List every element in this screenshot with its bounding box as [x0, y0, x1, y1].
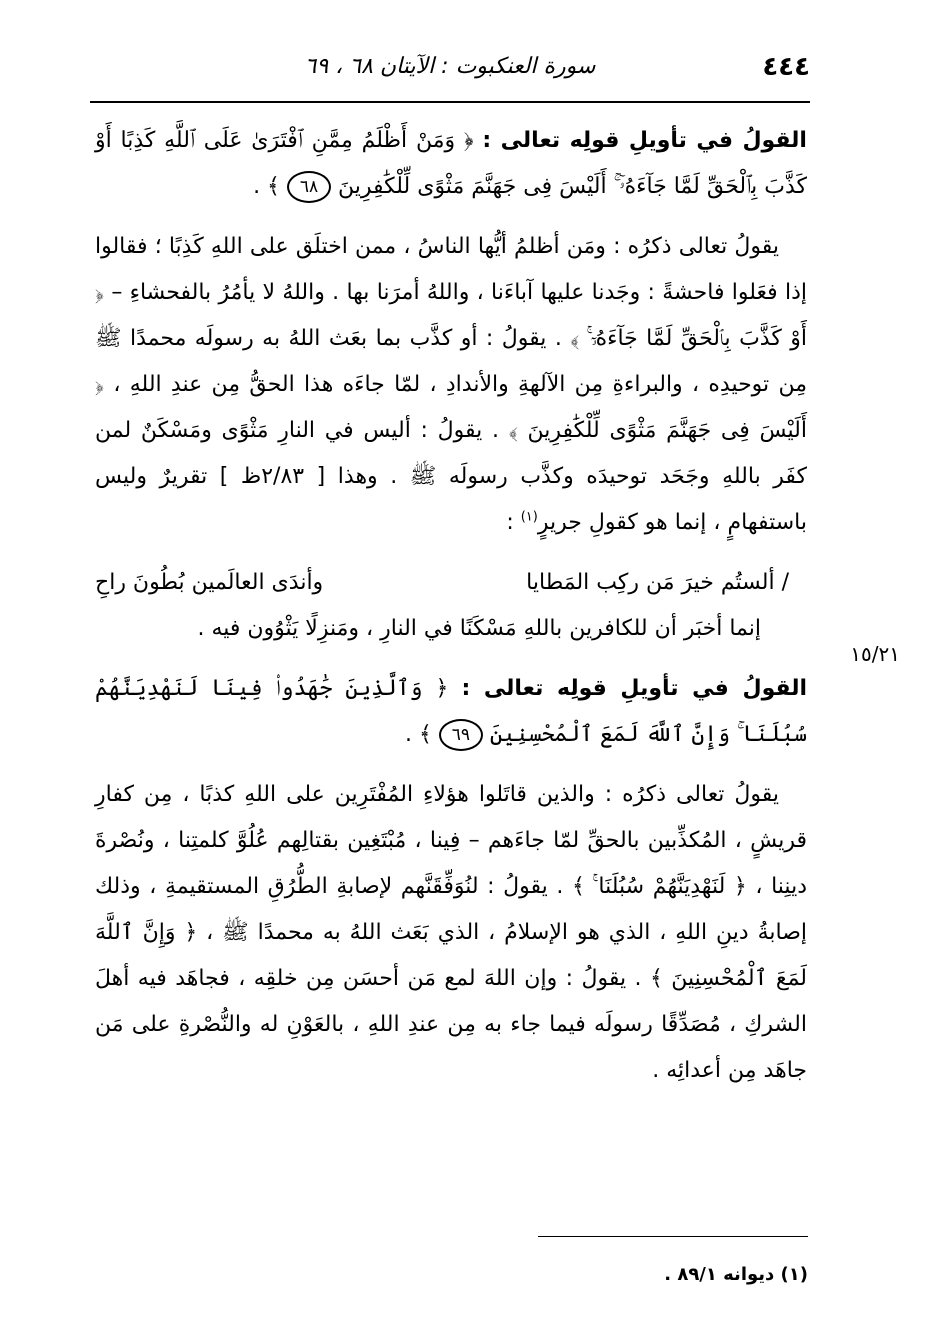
heading-lead: القولُ في تأويلِ قولِه تعالى : [461, 676, 807, 701]
commentary-text: يقولُ تعالى ذكرُه : ومَن أظلمُ أيُّها الناسُ ، ممن اختلَق على اللهِ كَذِبًا ؛ فقالوا إذا فعَلوا فاحشةً : وجَدنا عليها آباءَنا ، واللهُ أمرَنا بها . واللهُ لا يأمُرُ بالفحشاءِ – ﴿ أَوْ كَذَّبَ بِٱلْحَقِّ لَمَّا جَآءَهُۥٓ ۚ ﴾ . يقولُ : أو كذَّب بما بعَث اللهُ به رسولَه محمدًا ﷺ مِن توحيدِه ، والبراءةِ مِن الآلهةِ والأندادِ ، لمّا جاءَه هذا الحقُّ مِن عندِ اللهِ ، ﴿ أَلَيْسَ فِى جَهَنَّمَ مَثْوًى لِّلْكَٰفِرِينَ ﴾ . يقولُ : أليس في النارِ مَثْوًى ومَسْكَنٌ لمن كفَر باللهِ وجَحَد توحيدَه وكذَّب رسولَه ﷺ . وهذا [ ٢/٨٣ظ ] تقريرٌ وليس باستفهامٍ ، إنما هو كقولِ جريرٍ [95, 234, 807, 535]
commentary-end: : [506, 510, 521, 535]
poem-verse [95, 560, 807, 606]
page-header [90, 52, 810, 92]
commentary-text: يقولُ تعالى ذكرُه : والذين قاتَلوا هؤلاءِ المُفْتَرِين على اللهِ كذبًا ، مِن كفارِ قريشٍ ، المُكذِّبين بالحقِّ لمّا جاءَهم – فِينا ، مُبْتَغِين بقتالِهم عُلُوَّ كلمتِنا ، ونُصْرةَ دينِنا ، ﴿ لَنَهْدِيَنَّهُمْ سُبُلَنَا ۚ ﴾ . يقولُ : لنُوَفِّقَنَّهم لإصابةِ الطُّرُقِ المستقيمةِ ، وذلك إصابةُ دينِ اللهِ ، الذي هو الإسلامُ ، الذي بَعَث اللهُ به محمدًا ﷺ ، ﴿ وَإِنَّ ٱللَّهَ لَمَعَ ٱلْمُحْسِنِينَ ﴾ . يقولُ : وإن اللهَ لمع مَن أحسَن مِن خلقِه ، فجاهَد فيه أهلَ الشركِ ، مُصَدِّقًا رسولَه فيما جاء به مِن عندِ اللهِ ، بالعَوْنِ له والنُّصْرةِ على مَن جاهَد مِن أعدائِه . [95, 782, 807, 1083]
header-rule [90, 101, 810, 103]
verse-close: ﴾ . [253, 174, 280, 199]
footnote-marker: (١) [520, 509, 538, 525]
page-body [95, 118, 807, 1108]
quran-verse-69: ﴿ وَٱلَّذِينَ جَٰهَدُوا۟ فِينَا لَنَهْدِيَنَّهُمْ سُبُلَنَا ۚ وَإِنَّ ٱللَّهَ لَمَعَ ٱلْمُحْسِنِينَ [95, 676, 807, 747]
footnote: (١) ديوانه ٨٩/١ . [664, 1264, 808, 1285]
quran-verse-68: ﴿ وَمَنْ أَظْلَمُ مِمَّنِ ٱفْتَرَىٰ عَلَى ٱللَّهِ كَذِبًا أَوْ كَذَّبَ بِٱلْحَقِّ لَمَّا جَآءَهُۥٓ ۚ أَلَيْسَ فِى جَهَنَّمَ مَثْوًى لِّلْكَٰفِرِينَ [95, 128, 807, 199]
page-number: ٤٤٤ [762, 52, 810, 82]
margin-reference: ١٥/٢١ [850, 642, 900, 666]
commentary-paragraph-2 [95, 772, 807, 1094]
section-heading-69 [95, 666, 807, 758]
footnote-rule [538, 1236, 808, 1237]
verse-close: ﴾ . [405, 722, 432, 747]
ayah-number-marker: ٦٩ [439, 719, 483, 751]
poem-hemistich-2: وأندَى العالَمين بُطُونَ راحِ [95, 570, 324, 595]
poem-explanation: إنما أخبَر أن للكافرين باللهِ مَسْكَنًا في النارِ ، ومَنزِلًا يَثْوُون فيه . [197, 616, 761, 641]
heading-lead: القولُ في تأويلِ قولِه تعالى : [482, 128, 807, 153]
poem-hemistich-1: / ألستُم خيرَ مَن ركِب المَطايا [526, 570, 789, 595]
ayah-number-marker: ٦٨ [287, 171, 331, 203]
running-head: سورة العنكبوت : الآيتان ٦٨ ، ٦٩ [304, 54, 596, 79]
commentary-paragraph-1 [95, 224, 807, 546]
section-heading-68 [95, 118, 807, 210]
